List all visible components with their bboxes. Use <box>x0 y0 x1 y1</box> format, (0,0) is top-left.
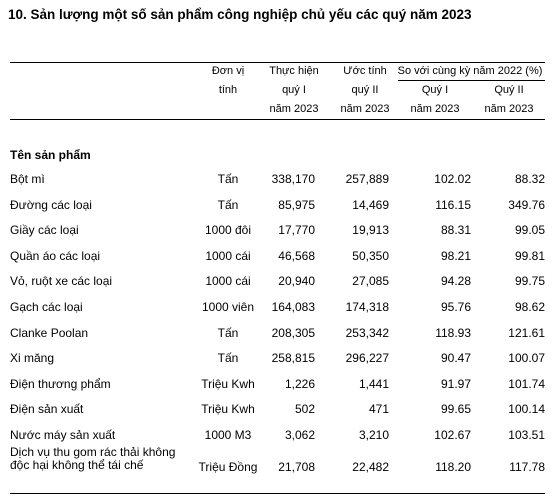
row-q2: 22,482 <box>352 459 389 474</box>
row-q1: 208,305 <box>271 325 315 340</box>
row-unit: 1000 M3 <box>204 427 252 442</box>
row-name: Bột mì <box>10 172 45 186</box>
row-q2: 27,085 <box>352 274 389 289</box>
row-p1: 95.76 <box>440 299 471 314</box>
row-name: Điện thương phẩm <box>10 376 111 391</box>
header-q1-line3: năm 2023 <box>269 103 319 115</box>
header-q2-line2: quý II <box>351 84 379 96</box>
row-p1: 88.31 <box>440 223 471 238</box>
row-unit: Tấn <box>217 197 239 212</box>
row-p1: 99.65 <box>440 402 471 417</box>
row-q1: 17,770 <box>278 223 315 238</box>
row-q1: 3,062 <box>284 427 315 442</box>
header-p2 <box>472 81 546 119</box>
table-row <box>0 444 557 488</box>
header-p2-line1: Quý II <box>494 84 524 96</box>
row-q2: 471 <box>368 402 389 417</box>
row-q1: 21,708 <box>278 459 315 474</box>
row-unit: Triệu Kwh <box>201 402 255 417</box>
table-row <box>0 373 557 399</box>
table-bottom-rule <box>10 493 545 494</box>
row-q1: 258,815 <box>271 351 315 366</box>
header-q2-line1: Ước tính <box>343 65 387 77</box>
row-unit: Tấn <box>217 325 239 340</box>
row-p1: 102.67 <box>434 427 471 442</box>
table-body <box>0 168 557 488</box>
row-q2: 174,318 <box>345 299 389 314</box>
row-unit: Tấn <box>217 351 239 366</box>
row-name: Gạch các loại <box>10 299 83 314</box>
row-p2: 99.75 <box>514 274 545 289</box>
row-q2: 3,210 <box>358 427 389 442</box>
row-unit: Triệu Đồng <box>198 459 258 474</box>
row-p2: 349.76 <box>508 197 545 212</box>
row-p2: 98.62 <box>514 299 545 314</box>
header-q1-actual <box>258 62 330 119</box>
header-compare-label: So với cùng kỳ năm 2022 (%) <box>397 65 543 77</box>
table-row <box>0 347 557 373</box>
table-row <box>0 398 557 424</box>
row-p1: 91.97 <box>440 376 471 391</box>
row-name: Clanke Poolan <box>10 325 89 340</box>
header-q2-line3: năm 2023 <box>340 103 390 115</box>
row-p2: 88.32 <box>514 172 545 186</box>
row-q2: 50,350 <box>352 248 389 263</box>
header-p1-line1: Quý I <box>421 84 449 96</box>
table-title: 10. Sản lượng một số sản phẩm công nghiệp chủ yếu các quý năm 2023 <box>8 7 472 22</box>
row-q2: 253,342 <box>345 325 389 340</box>
row-p2: 101.74 <box>508 376 545 391</box>
row-q1: 46,568 <box>278 248 315 263</box>
table-row <box>0 296 557 322</box>
row-p1: 118.20 <box>435 459 471 474</box>
row-p1: 90.47 <box>440 351 471 366</box>
row-name: Điện sản xuất <box>10 402 84 417</box>
row-q2: 296,227 <box>345 351 389 366</box>
row-name: Xi măng <box>10 351 55 366</box>
row-q1: 164,083 <box>271 299 315 314</box>
table-row <box>0 270 557 296</box>
row-p2: 117.78 <box>509 459 545 474</box>
section-label: Tên sản phẩm <box>10 148 91 162</box>
row-name: Dịch vụ thu gom rác thải không độc hại không thể tái chế <box>10 444 176 472</box>
table-row <box>0 322 557 348</box>
header-p1 <box>398 81 472 119</box>
row-p2: 100.07 <box>508 351 545 366</box>
row-unit: 1000 đôi <box>204 223 252 238</box>
row-p1: 94.28 <box>440 274 471 289</box>
row-name: Nước máy sản xuất <box>10 427 116 442</box>
header-q1-line2: quý I <box>282 84 306 96</box>
row-p1: 98.21 <box>440 248 471 263</box>
row-unit: Triệu Kwh <box>201 376 255 391</box>
table-row <box>0 219 557 245</box>
header-p2-line2: năm 2023 <box>484 103 534 115</box>
table-row <box>0 168 557 194</box>
row-unit: 1000 cái <box>205 248 251 263</box>
row-q1: 502 <box>294 402 315 417</box>
row-q1: 338,170 <box>271 172 315 186</box>
row-q2: 19,913 <box>352 223 389 238</box>
row-q2: 1,441 <box>358 376 389 391</box>
row-name: Vỏ, ruột xe các loại <box>10 274 113 289</box>
header-bottom-rule <box>10 119 545 120</box>
header-unit-line1: Đơn vị <box>211 65 245 77</box>
row-unit: Tấn <box>217 172 239 186</box>
table-row <box>0 194 557 220</box>
row-q2: 257,889 <box>345 172 389 186</box>
row-p2: 99.05 <box>514 223 545 238</box>
row-unit: 1000 viên <box>201 299 255 314</box>
row-unit: 1000 cái <box>205 274 251 289</box>
row-q1: 1,226 <box>284 376 315 391</box>
row-p2: 103.51 <box>508 427 545 442</box>
header-q2-estimate <box>330 62 400 119</box>
row-p2: 121.61 <box>508 325 545 340</box>
row-q1: 85,975 <box>278 197 315 212</box>
header-compare <box>394 62 546 81</box>
row-p1: 102.02 <box>434 172 471 186</box>
row-name: Đường các loại <box>10 197 92 212</box>
row-q1: 20,940 <box>278 274 315 289</box>
row-name: Quần áo các loại <box>10 248 101 263</box>
header-unit <box>188 62 268 100</box>
row-p2: 99.81 <box>514 248 545 263</box>
row-p2: 100.14 <box>508 402 545 417</box>
header-q1-line1: Thực hiện <box>269 65 319 77</box>
header-p1-line2: năm 2023 <box>410 103 460 115</box>
row-p1: 118.93 <box>435 325 471 340</box>
row-name: Giầy các loại <box>10 223 79 238</box>
row-q2: 14,469 <box>352 197 389 212</box>
row-p1: 116.15 <box>435 197 471 212</box>
header-unit-line2: tính <box>218 84 238 96</box>
table-row <box>0 245 557 271</box>
